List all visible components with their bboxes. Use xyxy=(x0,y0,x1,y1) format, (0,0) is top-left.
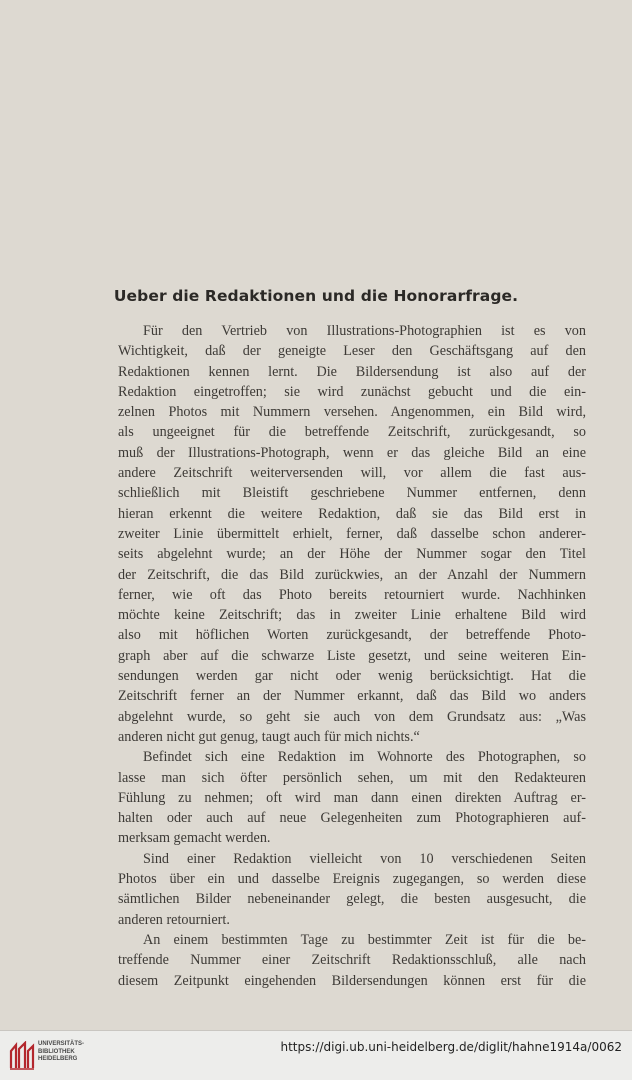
text-line: merksam gemacht werden. xyxy=(118,830,271,847)
text-line: Befindet sich eine Redaktion im Wohnorte des Photographen, so xyxy=(143,749,586,766)
text-line: lasse man sich öfter persönlich sehen, um mit den Redakteuren xyxy=(118,769,586,786)
text-line: sendungen werden gar nicht oder wenig berücksichtigt. Hat die xyxy=(118,668,586,685)
text-line: anderen nicht gut genug, taugt auch für mich nichts.“ xyxy=(118,728,420,745)
text-line: treffende Nummer einer Zeitschrift Redaktionsschluß, alle nach xyxy=(118,952,586,969)
text-line: Photos über ein und dasselbe Ereignis zugegangen, so werden diese xyxy=(118,871,586,888)
text-line: Zeitschrift ferner an der Nummer erkannt, daß das Bild wo anders xyxy=(118,688,586,705)
text-line: anderen retourniert. xyxy=(118,911,230,928)
text-line: Für den Vertrieb von Illustrations-Photographien ist es von xyxy=(143,323,586,339)
text-line: Redaktionen kennen lernt. Die Bildersendung ist also auf der xyxy=(118,363,586,380)
text-line: hieran erkennt die weitere Redaktion, daß sie das Bild erst in xyxy=(118,505,586,522)
text-line: An einem bestimmten Tage zu bestimmter Zeit ist für die be- xyxy=(143,931,586,948)
text-line: schließlich mit Bleistift geschriebene Nummer entfernen, denn xyxy=(118,485,586,502)
library-name xyxy=(38,1041,84,1064)
text-line: seits abgelehnt wurde; an der Höhe der Nummer sogar den Titel xyxy=(118,546,586,563)
body-text xyxy=(118,321,586,991)
library-name-line-3: HEIDELBERG xyxy=(38,1056,78,1062)
text-line: zweiter Linie übermittelt erhielt, ferner, daß dasselbe schon anderer- xyxy=(118,525,586,542)
text-line: Wichtigkeit, daß der geneigte Leser den Geschäftsgang auf den xyxy=(118,343,586,360)
text-line: möchte keine Zeitschrift; das in zweiter Linie erhaltene Bild wird xyxy=(118,607,586,624)
text-line: sämtlichen Bilder nebeneinander gelegt, die besten ausgesucht, die xyxy=(118,891,586,908)
text-line: als ungeeignet für die betreffende Zeitschrift, zurückgesandt, so xyxy=(118,424,586,441)
library-name-line-1: UNIVERSITÄTS- xyxy=(38,1041,85,1047)
library-name-line-2: BIBLIOTHEK xyxy=(38,1048,75,1055)
text-line: andere Zeitschrift weiterversenden will, vor allem die fast aus- xyxy=(118,465,586,482)
text-line: diesem Zeitpunkt eingehenden Bildersendungen können erst für die xyxy=(118,972,586,989)
text-line: graph aber auf die schwarze Liste gesetzt, und seine weiteren Ein- xyxy=(118,647,586,664)
page-heading: Ueber die Redaktionen und die Honorarfrage. xyxy=(113,287,519,305)
text-line: zelnen Photos mit Nummern versehen. Angenommen, ein Bild wird, xyxy=(118,404,586,421)
text-line: Fühlung zu nehmen; oft wird man dann einen direkten Auftrag er- xyxy=(118,789,586,806)
source-url-link[interactable]: https://digi.ub.uni-heidelberg.de/diglit/hahne1914a/0062 xyxy=(280,1040,622,1054)
viewer-footer xyxy=(0,1030,632,1080)
text-line: Redaktion eingetroffen; sie wird zunächst gebucht und die ein- xyxy=(118,383,586,400)
university-library-logo-icon xyxy=(8,1041,36,1071)
text-line: halten oder auch auf neue Gelegenheiten zum Photographieren auf- xyxy=(118,810,586,827)
text-line: abgelehnt wurde, so geht sie auch von dem Grundsatz aus: „Was xyxy=(118,708,586,725)
text-line: Sind einer Redaktion vielleicht von 10 verschiedenen Seiten xyxy=(143,850,586,867)
text-line: muß der Illustrations-Photograph, wenn er das gleiche Bild an eine xyxy=(118,444,586,461)
text-line: der Zeitschrift, die das Bild zurückwies, an der Anzahl der Nummern xyxy=(118,566,586,583)
text-line: ferner, wie oft das Photo bereits retourniert wurde. Nachhinken xyxy=(118,586,586,603)
text-line: also mit höflichen Worten zurückgesandt, der betreffende Photo- xyxy=(118,627,586,644)
